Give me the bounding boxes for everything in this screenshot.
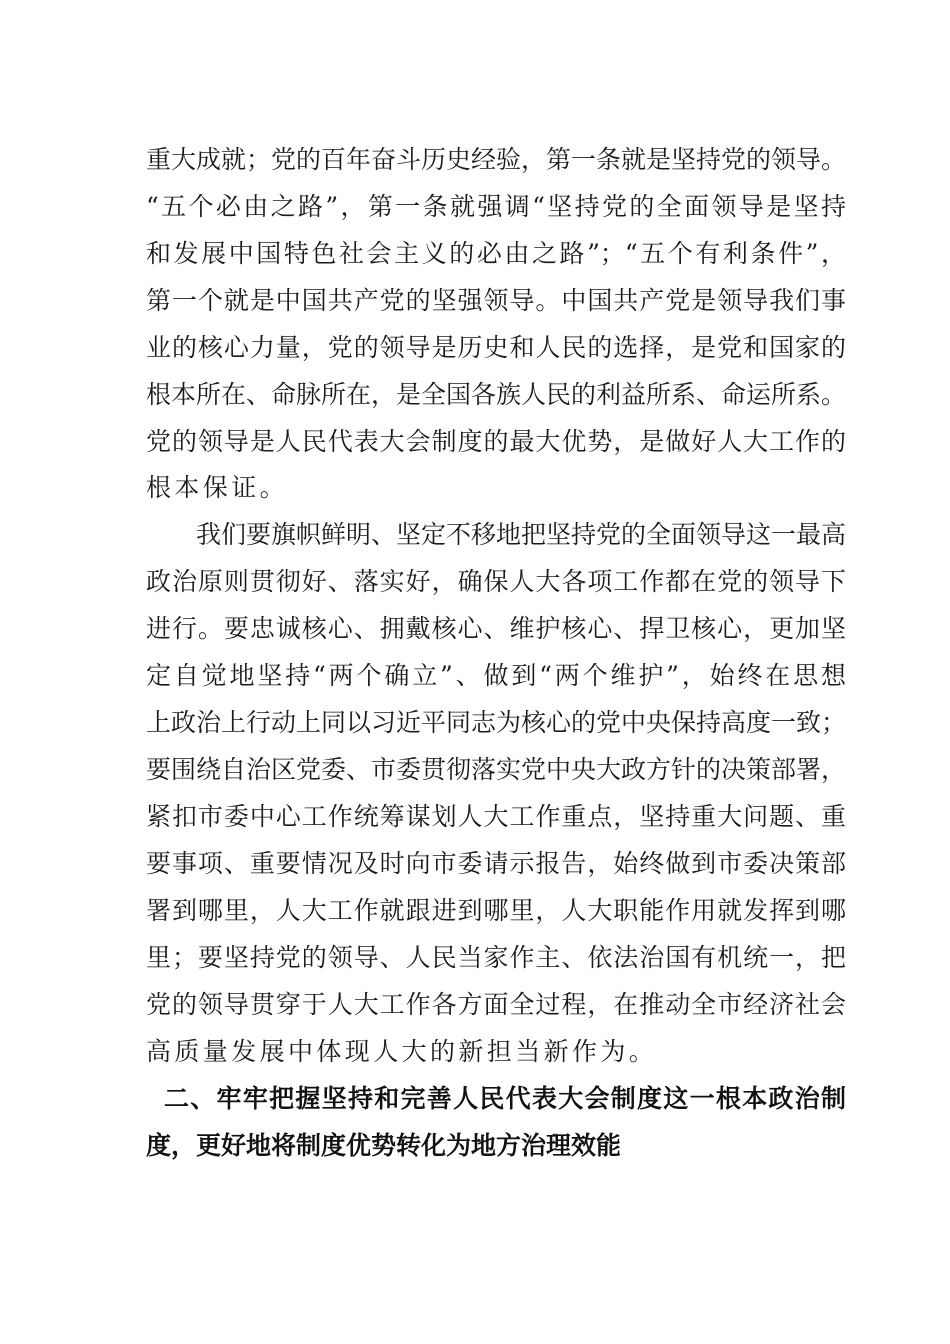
paragraph-2-line-2: 政治原则贯彻好、落实好，确保人大各项工作都在党的领导下 [146,567,846,596]
paragraph-2-line-9: 署到哪里，人大工作就跟进到哪里，人大职能作用就发挥到哪 [146,896,846,925]
paragraph-1-line-4: 第一个就是中国共产党的坚强领导。中国共产党是领导我们事 [146,286,846,315]
paragraph-1-line-6: 根本所在、命脉所在，是全国各族人民的利益所系、命运所系。 [146,380,847,409]
paragraph-2-line-10: 里；要坚持党的领导、人民当家作主、依法治国有机统一，把 [146,943,846,972]
paragraph-1-line-7: 党的领导是人民代表大会制度的最大优势，是做好人大工作的 [146,427,846,456]
paragraph-2-line-8: 要事项、重要情况及时向市委请示报告，始终做到市委决策部 [146,849,846,878]
paragraph-1-line-1: 重大成就；党的百年奋斗历史经验，第一条就是坚持党的领导。 [146,145,847,174]
paragraph-2-line-6: 要围绕自治区党委、市委贯彻落实党中央大政方针的决策部署， [146,755,847,784]
section-heading-line-1: 二、牢牢把握坚持和完善人民代表大会制度这一根本政治制 [164,1084,846,1113]
paragraph-2-line-5: 上政治上行动上同以习近平同志为核心的党中央保持高度一致； [146,708,847,737]
paragraph-2-line-7: 紧扣市委中心工作统筹谋划人大工作重点，坚持重大问题、重 [146,802,846,831]
paragraph-2-line-3: 进行。要忠诚核心、拥戴核心、维护核心、捍卫核心，更加坚 [146,614,846,643]
paragraph-2-line-4: 定自觉地坚持“两个确立”、做到“两个维护”，始终在思想 [146,661,846,690]
paragraph-2-line-11: 党的领导贯穿于人大工作各方面全过程，在推动全市经济社会 [146,990,846,1019]
section-heading-line-2: 度，更好地将制度优势转化为地方治理效能 [146,1131,622,1160]
paragraph-2-line-12: 高质量发展中体现人大的新担当新作为。 [146,1037,658,1066]
paragraph-1-line-3: 和发展中国特色社会主义的必由之路”；“五个有利条件”， [146,239,846,268]
paragraph-1-line-2: “五个必由之路”，第一条就强调“坚持党的全面领导是坚持 [146,192,846,221]
paragraph-2-line-1: 我们要旗帜鲜明、坚定不移地把坚持党的全面领导这一最高 [196,520,847,549]
paragraph-1-line-8: 根本保证。 [146,473,289,502]
paragraph-1-line-5: 业的核心力量，党的领导是历史和人民的选择，是党和国家的 [146,333,846,362]
